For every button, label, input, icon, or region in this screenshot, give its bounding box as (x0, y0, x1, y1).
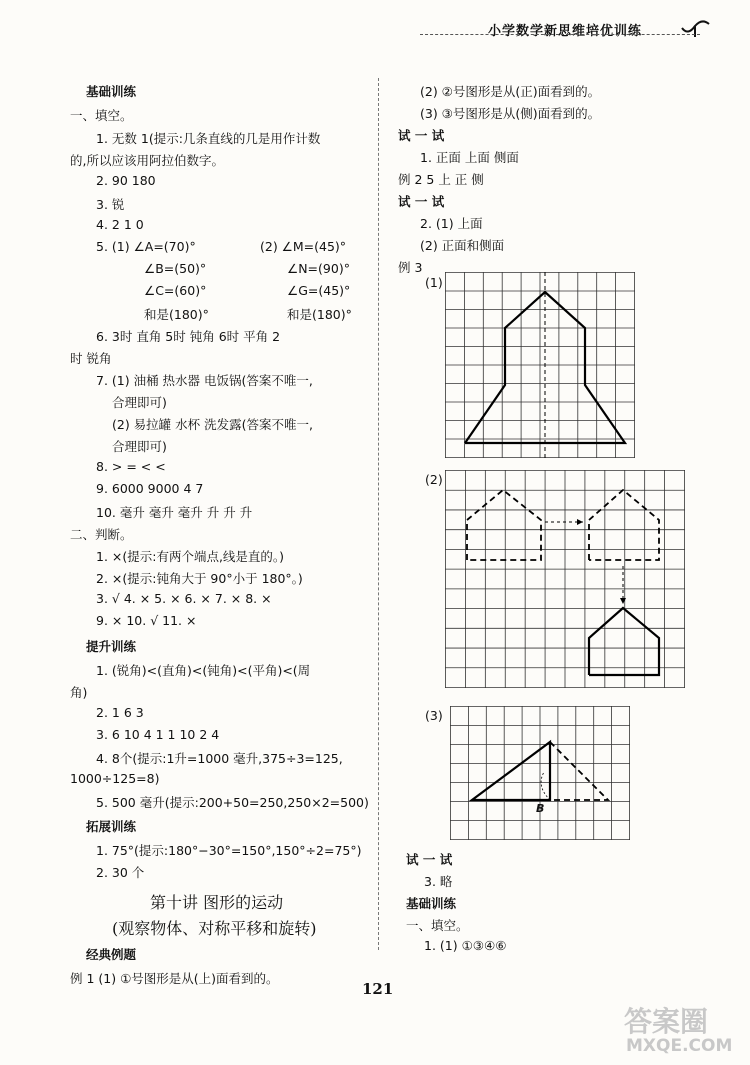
answer-line: 6. 3时 直角 5时 钝角 6时 平角 2 (96, 329, 281, 344)
answer-line: ∠N=(90)° (287, 261, 350, 276)
answer-line: 2. ×(提示:钝角大于 90°小于 180°。) (96, 571, 303, 586)
answer-line: 5. 500 毫升(提示:200+50=250,250×2=500) (96, 795, 369, 810)
chapter-subtitle: (观察物体、对称平移和旋转) (112, 919, 317, 938)
answer-line: 角) (70, 685, 88, 700)
answer-line: 1. 正面 上面 侧面 (420, 150, 519, 165)
watermark-logo: 答案圈 (624, 1005, 709, 1038)
chapter-title: 第十讲 图形的运动 (150, 893, 284, 912)
grid-figure-3 (450, 706, 630, 840)
answer-line: 4. 2 1 0 (96, 217, 144, 232)
answer-line: 3. 6 10 4 1 1 10 2 4 (96, 727, 220, 742)
example-label: 例 3 (398, 260, 423, 275)
figure-label: (2) (425, 472, 443, 487)
answer-line: 1000÷125=8) (70, 771, 160, 786)
figure-label: (1) (425, 275, 443, 290)
grid-figure-1 (445, 272, 635, 458)
answer-line: ∠B=(50)° (144, 261, 207, 276)
answer-line: 4. 8个(提示:1升=1000 毫升,375÷3=125, (96, 751, 343, 766)
answer-line: 的,所以应该用阿拉伯数字。 (70, 153, 224, 168)
try-heading: 试 一 试 (398, 194, 445, 209)
answer-line: 2. (1) 上面 (420, 216, 483, 231)
figure-label: (3) (425, 708, 443, 723)
answer-line: 7. (1) 油桶 热水器 电饭锅(答案不唯一, (96, 373, 313, 388)
answer-line: 8. > = < < (96, 459, 166, 474)
answer-line: 10. 毫升 毫升 毫升 升 升 升 (96, 505, 253, 520)
try-heading: 试 一 试 (398, 128, 445, 143)
answer-line: 3. √ 4. × 5. × 6. × 7. × 8. × (96, 591, 272, 606)
section-heading: 提升训练 (86, 639, 137, 654)
answer-line: 例 2 5 上 正 侧 (398, 172, 484, 187)
part-heading: 一、填空。 (70, 108, 133, 123)
grid-figure-2 (445, 470, 685, 688)
try-heading: 试 一 试 (406, 852, 453, 867)
answer-line: 5. (1) ∠A=(70)° (96, 239, 196, 254)
part-heading: 一、填空。 (406, 918, 469, 933)
section-heading: 基础训练 (406, 896, 457, 911)
answer-line: (2) ∠M=(45)° (260, 239, 347, 254)
answer-line: 合理即可) (112, 395, 167, 410)
grid-svg-2 (445, 470, 685, 688)
answer-line: ∠C=(60)° (144, 283, 207, 298)
answer-line: 1. 75°(提示:180°−30°=150°,150°÷2=75°) (96, 843, 362, 858)
part-heading: 二、判断。 (70, 527, 133, 542)
answer-line: 9. × 10. √ 11. × (96, 613, 197, 628)
answer-line: (2) 易拉罐 水杯 洗发露(答案不唯一, (112, 417, 313, 432)
answer-line: 2. 1 6 3 (96, 705, 144, 720)
answer-line: 1. 无数 1(提示:几条直线的几是用作计数 (96, 131, 321, 146)
page-number: 121 (362, 980, 394, 998)
answer-line: 9. 6000 9000 4 7 (96, 481, 204, 496)
answer-line: 2. 90 180 (96, 173, 156, 188)
answer-line: 1. (1) ①③④⑥ (424, 938, 507, 953)
answer-line: 例 1 (1) ①号图形是从(上)面看到的。 (70, 971, 279, 986)
header-rule (420, 34, 700, 35)
section-heading: 拓展训练 (86, 819, 137, 834)
answer-line: (2) ②号图形是从(正)面看到的。 (420, 84, 601, 99)
grid-svg-3 (450, 706, 630, 840)
answer-line: 和是(180)° (144, 307, 209, 322)
answer-line: 2. 30 个 (96, 865, 145, 880)
sprout-icon (678, 16, 712, 41)
answer-line: 3. 略 (424, 874, 453, 889)
section-heading: 基础训练 (86, 84, 137, 99)
answer-line: (3) ③号图形是从(侧)面看到的。 (420, 106, 601, 121)
answer-line: 合理即可) (112, 439, 167, 454)
section-heading: 经典例题 (86, 947, 137, 962)
watermark-url: MXQE.COM (626, 1036, 733, 1056)
grid-svg-1 (445, 272, 635, 458)
column-divider (378, 78, 379, 950)
vertex-label: B (536, 802, 545, 815)
answer-line: 1. ×(提示:有两个端点,线是直的。) (96, 549, 285, 564)
running-header: 小学数学新思维培优训练 (488, 24, 643, 39)
answer-line: ∠G=(45)° (287, 283, 351, 298)
answer-line: 和是(180)° (287, 307, 352, 322)
answer-line: (2) 正面和侧面 (420, 238, 505, 253)
answer-line: 3. 锐 (96, 197, 125, 212)
answer-line: 时 锐角 (70, 351, 112, 366)
answer-line: 1. (锐角)<(直角)<(钝角)<(平角)<(周 (96, 663, 311, 678)
